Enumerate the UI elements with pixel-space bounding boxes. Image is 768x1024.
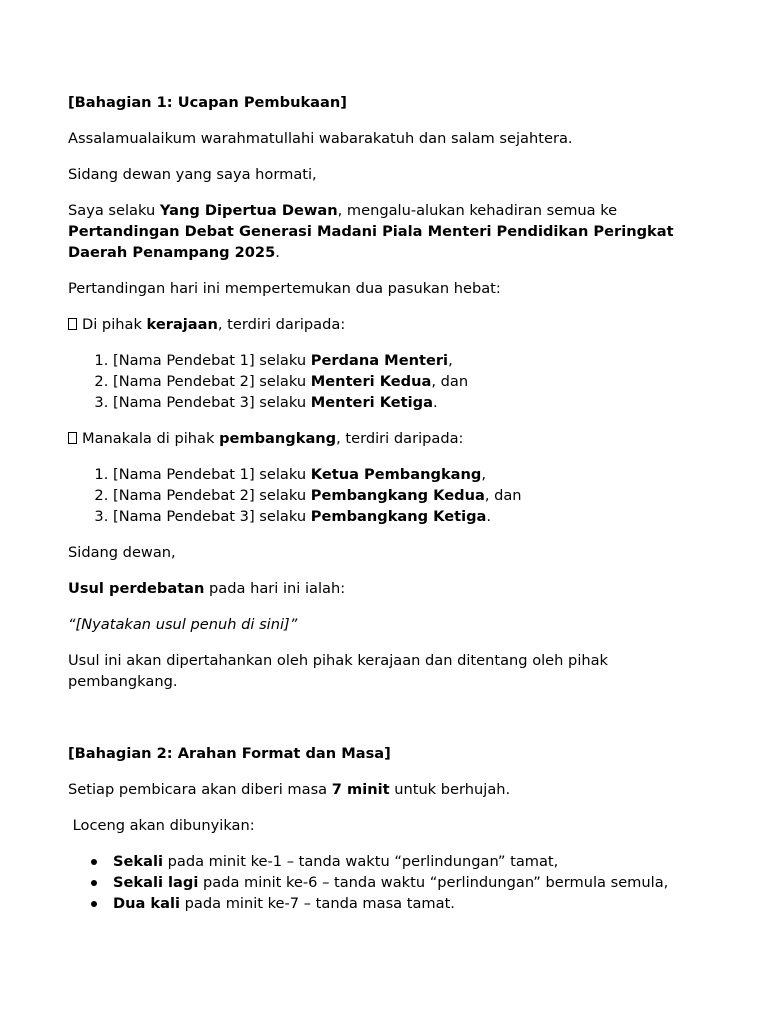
list-item: Sekali lagi pada minit ke-6 – tanda waktu “perlindungan” bermula semula, <box>113 872 700 893</box>
closing-paragraph: Usul ini akan dipertahankan oleh pihak kerajaan dan ditentang oleh pihak pembangkang. <box>68 652 609 690</box>
section-spacer <box>68 707 700 743</box>
motion-text: “[Nyatakan usul penuh di sini]” <box>68 616 298 633</box>
address-line: Sidang dewan, <box>68 544 176 561</box>
bell-list <box>68 851 700 914</box>
address-line: Sidang dewan yang saya hormati, <box>68 166 317 183</box>
list-item: 1. [Nama Pendebat 1] selaku Perdana Menteri, <box>113 350 700 371</box>
list-item: 1. [Nama Pendebat 1] selaku Ketua Pembangkang, <box>113 464 700 485</box>
intro-paragraph: Saya selaku Yang Dipertua Dewan, mengalu-alukan kehadiran semua ke Pertandingan Debat Generasi Madani Piala Menteri Pendidikan Peringkat Daerah Penampang 2025. <box>68 202 674 261</box>
list-item: 3. [Nama Pendebat 3] selaku Pembangkang Ketiga. <box>113 506 700 527</box>
list-item: Dua kali pada minit ke-7 – tanda masa tamat. <box>113 893 700 914</box>
missing-glyph-icon <box>68 432 77 444</box>
missing-glyph-icon <box>68 318 77 330</box>
motion-intro: Usul perdebatan pada hari ini ialah: <box>68 580 346 597</box>
gov-team-list <box>68 350 700 413</box>
teams-intro: Pertandingan hari ini mempertemukan dua pasukan hebat: <box>68 280 501 297</box>
time-paragraph: Setiap pembicara akan diberi masa 7 minit untuk berhujah. <box>68 781 511 798</box>
section2-heading: [Bahagian 2: Arahan Format dan Masa] <box>68 745 391 762</box>
bell-intro: Loceng akan dibunyikan: <box>68 817 255 834</box>
opp-team-intro: Manakala di pihak pembangkang, terdiri daripada: <box>68 428 700 449</box>
section1-heading: [Bahagian 1: Ucapan Pembukaan] <box>68 94 347 111</box>
gov-team-intro: Di pihak kerajaan, terdiri daripada: <box>68 314 700 335</box>
greeting: Assalamualaikum warahmatullahi wabarakatuh dan salam sejahtera. <box>68 130 573 147</box>
opp-team-list <box>68 464 700 527</box>
list-item: 2. [Nama Pendebat 2] selaku Menteri Kedua, dan <box>113 371 700 392</box>
list-item: 3. [Nama Pendebat 3] selaku Menteri Ketiga. <box>113 392 700 413</box>
list-item: Sekali pada minit ke-1 – tanda waktu “perlindungan” tamat, <box>113 851 700 872</box>
list-item: 2. [Nama Pendebat 2] selaku Pembangkang Kedua, dan <box>113 485 700 506</box>
